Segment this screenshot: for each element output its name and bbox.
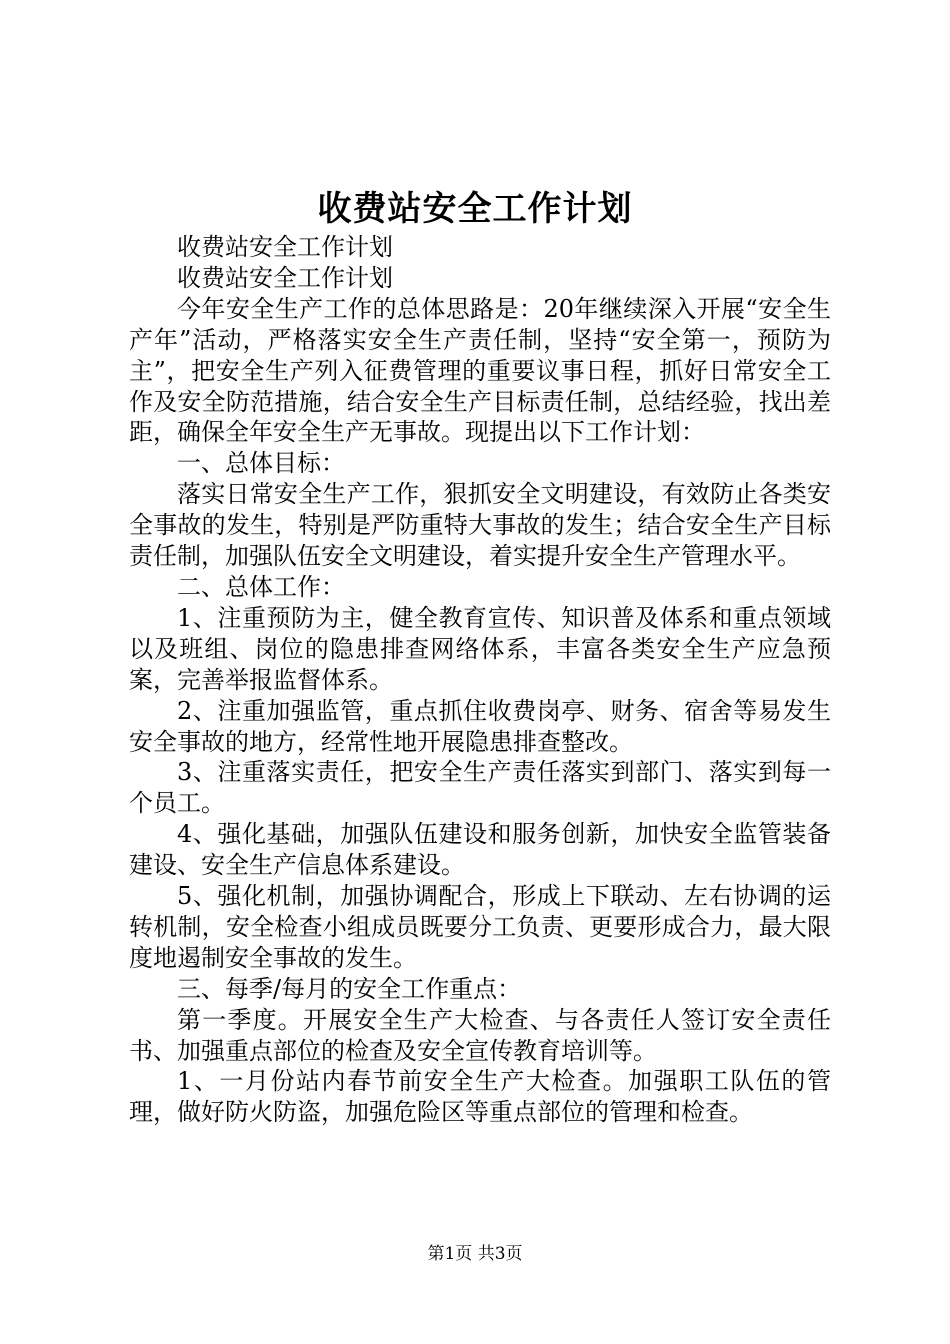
paragraph-goals: 落实日常安全生产工作，狠抓安全文明建设，有效防止各类安全事故的发生，特别是严防重特大事故的发生；结合安全生产目标责任制，加强队伍安全文明建设，着实提升安全生产管理水平。 bbox=[129, 480, 831, 571]
list-item-work-4: 4、强化基础，加强队伍建设和服务创新，加快安全监管装备建设、安全生产信息体系建设。 bbox=[129, 820, 831, 880]
document-body bbox=[129, 232, 831, 1128]
list-item-work-3: 3、注重落实责任，把安全生产责任落实到部门、落实到每一个员工。 bbox=[129, 758, 831, 818]
section-heading-work: 二、总体工作： bbox=[177, 572, 345, 601]
list-item-work-5: 5、强化机制，加强协调配合，形成上下联动、左右协调的运转机制，安全检查小组成员既要分工负责、更要形成合力，最大限度地遏制安全事故的发生。 bbox=[129, 882, 831, 972]
page-footer: 第1页 共3页 bbox=[427, 1244, 523, 1264]
section-heading-focus: 三、每季/每月的安全工作重点： bbox=[177, 974, 522, 1003]
list-item-work-1: 1、注重预防为主，健全教育宣传、知识普及体系和重点领域以及班组、岗位的隐患排查网络体系，丰富各类安全生产应急预案，完善举报监督体系。 bbox=[129, 603, 831, 694]
section-heading-goals: 一、总体目标： bbox=[177, 449, 345, 478]
paragraph-intro: 今年安全生产工作的总体思路是：20年继续深入开展“安全生产年”活动，严格落实安全生产责任制，坚持“安全第一，预防为主”，把安全生产列入征费管理的重要议事日程，抓好日常安全工作及安全防范措施，结合安全生产目标责任制，总结经验，找出差距，确保全年安全生产无事故。现提出以下工作计划： bbox=[129, 294, 831, 447]
list-item-january: 1、一月份站内春节前安全生产大检查。加强职工队伍的管理，做好防火防盗，加强危险区等重点部位的管理和检查。 bbox=[129, 1067, 831, 1127]
page-title: 收费站安全工作计划 bbox=[317, 189, 633, 229]
paragraph-q1: 第一季度。开展安全生产大检查、与各责任人签订安全责任书、加强重点部位的检查及安全宣传教育培训等。 bbox=[129, 1005, 831, 1065]
paragraph-subtitle-2: 收费站安全工作计划 bbox=[177, 263, 393, 292]
list-item-work-2: 2、注重加强监管，重点抓住收费岗亭、财务、宿舍等易发生安全事故的地方，经常性地开展隐患排查整改。 bbox=[129, 696, 831, 756]
paragraph-subtitle-1: 收费站安全工作计划 bbox=[177, 233, 393, 261]
